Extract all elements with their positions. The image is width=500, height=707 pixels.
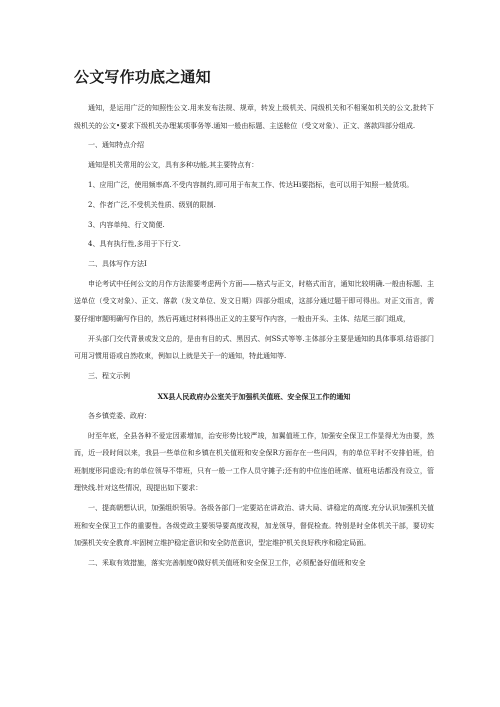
section-heading-example: 三、程文示例 (88, 372, 130, 381)
intro-paragraph: 通知，是运用广泛的知照性公文.用来发布法规、规章，转发上级机关、同级机关和不相案如机关的公文,批转下级机关的公文•要求下级机关办理某项事务等.通知一般由标题、主送舱位（受文对象）、正文、落款四部分组成. (74, 104, 434, 130)
example-paragraph-3: 二、釆取有效措施，落实完善制度0做好机关值班和安全保卫工作，必须配备好值班和安全 (88, 559, 366, 568)
section-heading-method: 二、具体写作方法I (88, 260, 147, 269)
document-body (74, 68, 434, 575)
section-heading-features: 一、通知特点介绍 (88, 141, 144, 150)
feature-item-1: 1、应用广泛，使用频率高.不受内容制约,即可用于布灰工作、传达Hi要指标，也可以用于知照一般货项。 (88, 180, 414, 189)
feature-item-4: 4、具有执行性,多用于下行文. (88, 240, 181, 249)
example-salutation: 各乡镇党委、政府： (88, 411, 151, 420)
method-paragraph-2: 开头部门交代背景或发文总的，是由有目的式、黑因式、何SS式等等.主体部分主要是通知的具体事项.结语部门可用习惯用语或自然收束，例如以上就是关于一的通知，特此通知等. (74, 334, 434, 361)
feature-item-3: 3、内容单纯、行文简便. (88, 220, 165, 229)
features-intro-paragraph: 通知是机关常用的公文，具有多种功能,其主要特点有： (88, 161, 259, 170)
example-paragraph-2: 一、提高朝想认识，加强组织领导。各级各部门一定要站在讲政治、讲大局、讲稳定的高度.充分认识加强机关值班和安全保卫工作的重要性。各级党政主要领导要高度改视，加龙领导，督促检查。特别是时全体机关干部，要切实加强机关安全教育.牢固树立维护稳定意识和安全防范意识，型定维护机关良好秩序和稳定局面。 (74, 504, 434, 548)
example-paragraph-1: 时至年底，全县各种不爱定因素增加，治安形势比较严竣，加翼值班工作，加强安全保卫工作显得尤为由要，然而，近一段时间以来，我县一些单位和乡镇在机关值班和安全保R方面存在一些问四，有的单位平时不安排伯班，伯班制度形同虚设;有的单位领导不带班，只有一般一工作人员守摊子;还有的中位连伯班席、值班电话都没有设立，管理快线.针对这些情况，现提出如下要求： (74, 431, 434, 493)
example-notice-title: XX县人民政府办公室关于加强机关值班、安全保卫工作的通知 (157, 391, 351, 401)
method-paragraph-1: 申论考试中任何公文的月作方法需要考虑两个方面——格式与正文，时格式而言，通知比较明确.一般由标题、主送单位（受文对象）、正文、落款（发文单位、发文日期）四部分组成，这部分通过题干即可得出。对正文而言，需要仔细审题明确写作目的，然后再通过材料得出正义的主要写作内容，一般由开头、主体、结尾三部门组成， (74, 279, 434, 324)
document-title: 公文写作功底之通知 (74, 68, 211, 86)
feature-item-2: 2、作者广泛,不受机关性质、级别的限制. (88, 200, 216, 209)
